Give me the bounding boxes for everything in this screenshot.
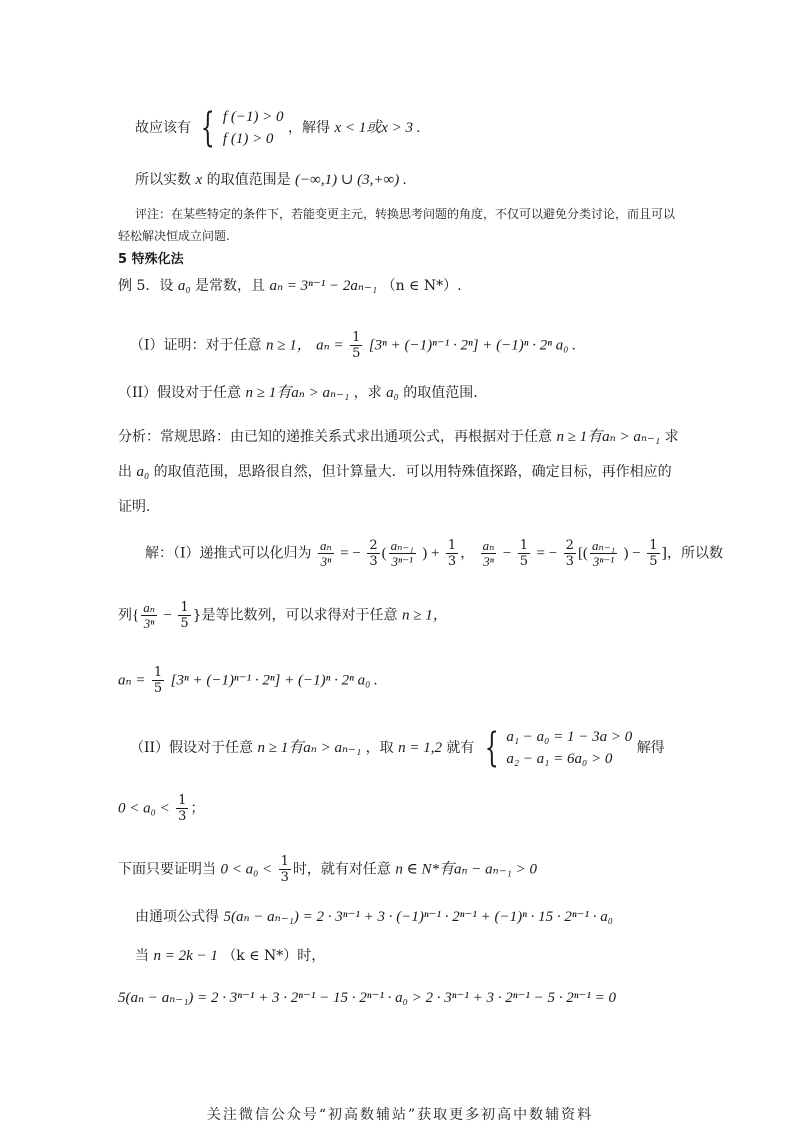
- text: 解：（I）递推式可以化归为: [145, 545, 312, 562]
- math-op: {: [132, 607, 140, 624]
- numerator: 1: [180, 600, 189, 615]
- inequality-system: [479, 726, 632, 770]
- system-row-2: f (1) > 0: [222, 131, 274, 147]
- text: ，取: [365, 740, 394, 756]
- math-var: a₀: [177, 278, 191, 294]
- numerator: 1: [352, 330, 361, 345]
- fraction: [367, 538, 379, 569]
- math-op: ) +: [422, 545, 440, 562]
- solution-2-case: [135, 946, 325, 966]
- text: 的取值范围.: [403, 385, 478, 401]
- numerator: 1: [519, 538, 529, 553]
- math-lhs: aₙ =: [316, 337, 344, 354]
- numerator: aₙ₋₁: [591, 538, 616, 553]
- denominator: 3: [447, 554, 457, 569]
- text: （n ∈ N*）.: [381, 278, 462, 294]
- denominator: 3ⁿ: [320, 554, 332, 569]
- analysis-line-1: [118, 427, 679, 447]
- math-op: ) −: [623, 545, 641, 562]
- numerator: 1: [178, 793, 187, 808]
- numerator: 1: [153, 665, 163, 680]
- math-op: = −: [536, 545, 558, 562]
- denominator: 3ⁿ: [143, 616, 155, 631]
- math-var: a₀: [136, 464, 150, 480]
- system-row-1: f (−1) > 0: [222, 109, 284, 125]
- text: 求: [664, 429, 679, 445]
- text: 分析：常规思路：由已知的递推关系式求出通项公式，再根据对于任意: [118, 429, 552, 445]
- system-row-2: a₂ − a₁ = 6a₀ > 0: [506, 751, 613, 767]
- math-cond: 0 < a₀ <: [118, 800, 170, 817]
- text: 的取值范围，思路很自然，但计算量大．可以用特殊值探路，确定目标，再作相应的: [153, 464, 672, 480]
- math-cond: n = 2k − 1: [153, 948, 218, 964]
- fraction: [350, 330, 362, 361]
- denominator: 5: [153, 681, 163, 696]
- line-condition-system: [135, 106, 421, 150]
- math-cond: n ≥ 1有aₙ > aₙ₋₁: [556, 429, 661, 445]
- denominator: 3ⁿ⁻¹: [391, 554, 413, 569]
- solution-2-range: [118, 793, 204, 824]
- inequality-system: [195, 106, 283, 150]
- math-cond: n ≥ 1有aₙ > aₙ₋₁: [245, 385, 350, 401]
- brace: {: [201, 105, 216, 151]
- denominator: 5: [519, 554, 529, 569]
- text: 由通项公式得: [135, 909, 219, 925]
- text: 故应该有: [135, 120, 191, 136]
- text: 当: [135, 948, 149, 964]
- math-equation: 5(aₙ − aₙ₋₁) = 2 · 3ⁿ⁻¹ + 3 · 2ⁿ⁻¹ − 15 · 2ⁿ⁻¹ · a₀ > 2 · 3ⁿ⁻¹ + 3 · 2ⁿ⁻¹ − 5 · 2ⁿ⁻¹ = 0: [118, 990, 617, 1006]
- numerator: 1: [280, 854, 289, 869]
- fraction: [141, 600, 157, 631]
- text: ，求: [353, 385, 382, 401]
- math-lhs: aₙ =: [118, 672, 146, 689]
- fraction: [446, 538, 458, 569]
- numerator: aₙ₋₁: [390, 538, 414, 553]
- denominator: 5: [649, 554, 658, 569]
- solution-1-line-1: [145, 538, 723, 569]
- text: 就有: [446, 740, 475, 756]
- solution-2-line-1: [130, 726, 665, 770]
- fraction: [481, 538, 497, 569]
- numerator: aₙ: [143, 600, 155, 615]
- text: （I）证明：对于任意: [130, 337, 262, 354]
- solution-2-general-term: [135, 907, 613, 927]
- solution-1-result: [118, 665, 378, 696]
- part-2-statement: [118, 383, 478, 403]
- math-op: −: [502, 545, 512, 562]
- text: 是常数，且: [194, 278, 265, 294]
- fraction: [318, 538, 334, 569]
- text: 的取值范围是: [206, 172, 291, 188]
- text: 下面只要证明当: [118, 861, 216, 878]
- math-cond: n ≥ 1，: [402, 607, 448, 624]
- fraction: [518, 538, 530, 569]
- denominator: 3: [280, 870, 289, 885]
- text: （k ∈ N*）时，: [222, 948, 326, 964]
- math-var: x: [195, 172, 203, 188]
- solution-2-inequality: [118, 988, 616, 1008]
- text: 所以实数: [135, 172, 191, 188]
- numerator: 1: [447, 538, 457, 553]
- math-formula: aₙ = 3ⁿ⁻¹ − 2aₙ₋₁: [269, 278, 378, 294]
- math-cond: n ≥ 1有aₙ > aₙ₋₁: [257, 740, 362, 756]
- denominator: 5: [180, 616, 189, 631]
- denominator: 3ⁿ⁻¹: [592, 554, 615, 569]
- math-cond: n ∈ N*有aₙ − aₙ₋₁ > 0: [395, 861, 538, 878]
- part-1-statement: [130, 330, 576, 361]
- comment-line-1: 评注：在某些特定的条件下，若能变更主元，转换思考问题的角度，不仅可以避免分类讨论，而且可以: [135, 207, 676, 221]
- fraction: [178, 600, 190, 631]
- example-5: [118, 276, 462, 296]
- solution-1-line-2: [118, 600, 448, 631]
- system-row-1: a₁ − a₀ = 1 − 3a > 0: [506, 729, 633, 745]
- math-op: = −: [340, 545, 361, 562]
- fraction: [176, 793, 188, 824]
- math-condition: x < 1或x > 3 .: [334, 120, 421, 136]
- fraction: [564, 538, 576, 569]
- numerator: 1: [649, 538, 658, 553]
- math-rhs: [3ⁿ + (−1)ⁿ⁻¹ · 2ⁿ] + (−1)ⁿ · 2ⁿ a₀ .: [368, 337, 576, 354]
- text: 出: [118, 464, 132, 480]
- math-range: (−∞,1) ∪ (3,+∞) .: [295, 172, 407, 188]
- math-op: −: [163, 607, 172, 624]
- math-op: [(: [577, 545, 588, 562]
- text: 解得: [636, 740, 665, 756]
- footer-note: 关注微信公众号“初高数辅站”获取更多初高中数辅资料: [206, 1107, 594, 1123]
- fraction: [590, 538, 617, 569]
- text: 列: [118, 607, 132, 624]
- math-rhs: [3ⁿ + (−1)ⁿ⁻¹ · 2ⁿ] + (−1)ⁿ · 2ⁿ a₀ .: [170, 672, 378, 689]
- text: 例 5．设: [118, 278, 174, 294]
- fraction: [279, 854, 291, 885]
- text: }是等比数列，可以求得对于任意: [192, 607, 398, 624]
- comment-line-2: 轻松解决恒成立问题.: [118, 229, 230, 243]
- text: 时，就有对任意: [292, 861, 391, 878]
- fraction: [152, 665, 164, 696]
- denominator: 3: [565, 554, 574, 569]
- fraction: [389, 538, 416, 569]
- numerator: 2: [369, 538, 378, 553]
- numerator: 2: [565, 538, 574, 553]
- analysis-line-2: [118, 462, 672, 482]
- numerator: aₙ: [319, 538, 332, 553]
- denominator: 3: [369, 554, 378, 569]
- text: ，: [460, 545, 475, 562]
- numerator: aₙ: [482, 538, 495, 553]
- math-var: n = 1,2: [398, 740, 442, 756]
- solution-2-proof-intro: [118, 854, 537, 885]
- section-heading: 5 特殊化法: [118, 252, 184, 267]
- denominator: 3ⁿ: [483, 554, 494, 569]
- fraction: [647, 538, 659, 569]
- math-cond: 0 < a₀ <: [220, 861, 273, 878]
- math-var: a₀: [386, 385, 399, 401]
- denominator: 3: [178, 809, 187, 824]
- math-op: (: [381, 545, 387, 562]
- text: ，解得: [288, 120, 331, 136]
- line-range-result: [135, 170, 407, 190]
- denominator: 5: [352, 346, 361, 361]
- math-cond: n ≥ 1，: [265, 337, 312, 354]
- text: ；: [190, 800, 205, 817]
- brace: {: [484, 725, 499, 771]
- math-equation: 5(aₙ − aₙ₋₁) = 2 · 3ⁿ⁻¹ + 3 · (−1)ⁿ⁻¹ · 2ⁿ⁻¹ + (−1)ⁿ · 15 · 2ⁿ⁻¹ · a₀: [223, 909, 613, 925]
- text: （II）假设对于任意: [130, 740, 254, 756]
- analysis-line-3: 证明.: [118, 499, 151, 515]
- text: （II）假设对于任意: [118, 385, 242, 401]
- text: ]，所以数: [661, 545, 723, 562]
